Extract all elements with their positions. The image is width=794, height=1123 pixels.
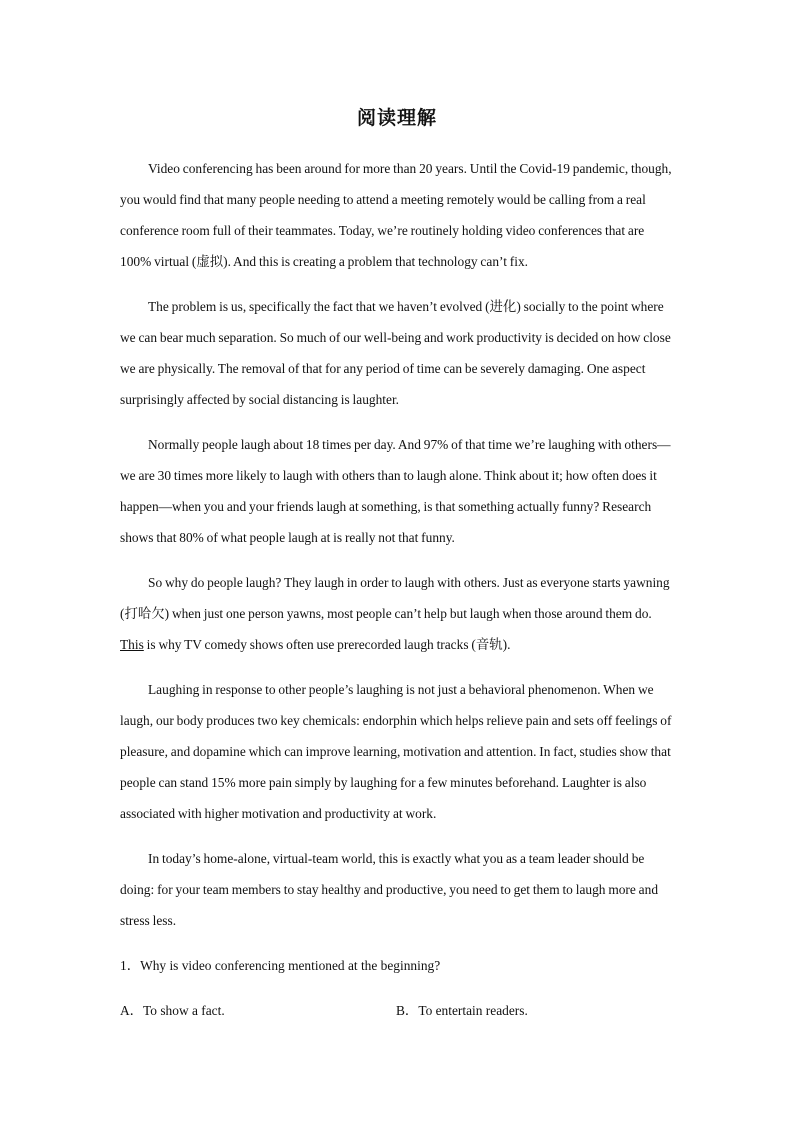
paragraph-6: In today’s home-alone, virtual-team world, this is exactly what you as a team leader should be doing: for your team members to stay healthy and productive, you need to get them to laugh more and stress less.: [120, 851, 659, 928]
paragraph-3: Normally people laugh about 18 times per day. And 97% of that time we’re laughing with others—we are 30 times more likely to laugh with others than to laugh alone. Think about it; how often does it happen—when you and your friends laugh at something, is that something actually funny? Research shows that 80% of what people laugh at is really not that funny.: [120, 437, 671, 545]
paragraph-4-text-after: is why TV comedy shows often use prerecorded laugh tracks (音轨).: [143, 637, 511, 652]
page-title: 阅读理解: [356, 107, 437, 129]
underlined-word-this: This: [120, 637, 144, 652]
paragraph-4: [120, 567, 672, 660]
question-1: 1．Why is video conferencing mentioned at the beginning?: [120, 958, 441, 973]
paragraph-5: Laughing in response to other people’s laughing is not just a behavioral phenomenon. When we laugh, our body produces two key chemicals: endorphin which helps relieve pain and sets off feelings of pleasure, and dopamine which can improve learning, motivation and attention. In fact, studies show that people can stand 15% more pain simply by laughing for a few minutes beforehand. Laughter is also associated with higher motivation and productivity at work.: [120, 682, 672, 821]
paragraph-4-text-before: So why do people laugh? They laugh in order to laugh with others. Just as everyone starts yawning (打哈欠) when just one person yawns, most people can’t help but laugh when those around them do.: [120, 575, 670, 621]
option-a: A．To show a fact.: [120, 1003, 225, 1018]
paragraph-1: Video conferencing has been around for more than 20 years. Until the Covid-19 pandemic, though, you would find that many people needing to attend a meeting remotely would be calling from a real conference room full of their teammates. Today, we’re routinely holding video conferences that are 100% virtual (虚拟). And this is creating a problem that technology can’t fix.: [120, 161, 672, 269]
option-b: B．To entertain readers.: [396, 1003, 528, 1018]
paragraph-2: The problem is us, specifically the fact that we haven’t evolved (进化) socially to the point where we can bear much separation. So much of our well-being and work productivity is decided on how close we are physically. The removal of that for any period of time can be severely damaging. One aspect surprisingly affected by social distancing is laughter.: [120, 299, 671, 407]
